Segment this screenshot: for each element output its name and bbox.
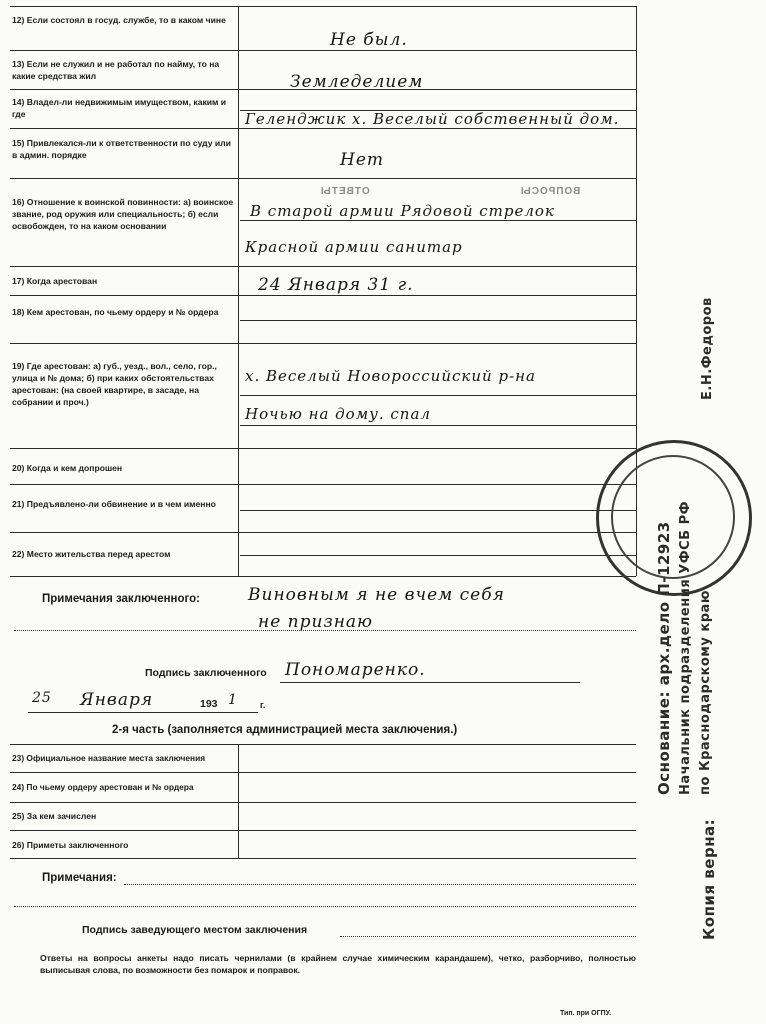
- row-divider: [10, 295, 636, 296]
- question-23: 23) Официальное название места заключения: [12, 753, 206, 763]
- row-divider: [10, 343, 636, 344]
- row-divider: [10, 128, 636, 129]
- department-line2: по Краснодарскому краю: [698, 590, 713, 795]
- question-22: 22) Место жительства перед арестом: [12, 549, 171, 559]
- copy-verified-note: Копия верна:: [700, 818, 718, 940]
- row-divider: [10, 858, 636, 859]
- date-month: Января: [80, 690, 154, 710]
- official-stamp: [596, 440, 752, 596]
- answer-line: [240, 425, 636, 426]
- answer-line: [240, 395, 636, 396]
- prisoner-signature-label: Подпись заключенного: [145, 667, 267, 679]
- archive-basis-note: Основание: арх.дело П-12923: [655, 521, 673, 795]
- date-year-prefix: 193: [200, 698, 218, 710]
- question-19: 19) Где арестован: а) губ., уезд., вол., село, гор., улица и № дома; б) при каких обстоятельствах арестован: (на своей квартире, в засаде, на собрании и проч.): [12, 361, 217, 407]
- answer-line: [240, 320, 636, 321]
- date-day: 25: [32, 690, 52, 706]
- department-line1: Начальник подразделения УФСБ РФ: [678, 500, 693, 795]
- date-year-suffix: 1: [228, 692, 238, 708]
- row-divider: [10, 448, 636, 449]
- row-divider: [10, 6, 636, 7]
- question-16: 16) Отношение к воинской повинности: а) воинское звание, род оружия или специальность; б) если освобожден, то на каком основании: [12, 197, 234, 231]
- question-15: 15) Привлекался-ли к ответственности по суду или в админ. порядке: [12, 138, 231, 160]
- row-divider: [10, 830, 636, 831]
- row-divider: [10, 484, 636, 485]
- answer-13: Земледелием: [290, 72, 424, 92]
- question-18: 18) Кем арестован, по чьему ордеру и № ордера: [12, 307, 219, 317]
- row-divider: [10, 772, 636, 773]
- prisoner-signature: Пономаренко.: [285, 660, 426, 680]
- officer-name: Е.Н.Федоров: [700, 297, 715, 400]
- signature-line: [280, 682, 580, 683]
- row-divider: [10, 50, 636, 51]
- answer-17: 24 Января 31 г.: [258, 275, 414, 295]
- prisoner-notes-line2: не признаю: [258, 612, 374, 632]
- printer-mark: Тип. при ОГПУ.: [560, 1010, 612, 1017]
- admin-notes-line: [14, 906, 636, 907]
- question-25: 25) За кем зачислен: [12, 811, 97, 821]
- answer-15: Нет: [340, 150, 385, 170]
- question-20: 20) Когда и кем допрошен: [12, 463, 123, 473]
- admin-notes-label: Примечания:: [42, 872, 117, 884]
- question-24: 24) По чьему ордеру арестован и № ордера: [12, 782, 194, 792]
- head-signature-label: Подпись заведующего местом заключения: [82, 924, 308, 936]
- date-g: г.: [260, 700, 266, 710]
- row-divider: [10, 532, 636, 533]
- date-line: [28, 712, 258, 713]
- question-14: 14) Владел-ли недвижимым имуществом, каким и где: [12, 97, 227, 119]
- answer-12: Не был.: [330, 30, 408, 50]
- bleed-through-text: ВОПРОСЫ: [520, 186, 581, 197]
- instructions-footer: Ответы на вопросы анкеты надо писать чернилами (в крайнем случае химическим карандашем), четко, разборчиво, полностью выписывая слова, по возможности без помарок и поправок.: [40, 953, 636, 975]
- row-divider: [10, 576, 636, 577]
- question-17: 17) Когда арестован: [12, 276, 98, 286]
- question-12: 12) Если состоял в госуд. службе, то в каком чине: [12, 15, 226, 25]
- row-divider: [10, 178, 636, 179]
- column-divider: [238, 6, 239, 576]
- stamp-inner-ring: [611, 455, 735, 579]
- answer-line: [240, 510, 636, 511]
- row-divider: [10, 802, 636, 803]
- answer-line: [240, 220, 636, 221]
- admin-notes-line: [124, 884, 636, 885]
- answer-line: [240, 555, 636, 556]
- column-divider: [238, 744, 239, 858]
- answer-14: Геленджик х. Веселый собственный дом.: [245, 110, 620, 128]
- head-signature-line: [340, 936, 636, 937]
- answer-19-line2: Ночью на дому. спал: [245, 405, 431, 423]
- prisoner-notes-label: Примечания заключенного:: [42, 593, 200, 605]
- question-26: 26) Приметы заключенного: [12, 840, 129, 850]
- answer-16-line1: В старой армии Рядовой стрелок: [250, 202, 555, 220]
- row-divider: [10, 744, 636, 745]
- bleed-through-text: ОТВЕТЫ: [320, 186, 370, 197]
- question-21: 21) Предъявлено-ли обвинение и в чем именно: [12, 499, 216, 509]
- question-13: 13) Если не служил и не работал по найму, то на какие средства жил: [12, 59, 220, 81]
- part2-heading: 2-я часть (заполняется администрацией места заключения.): [112, 724, 458, 736]
- answer-16-line2: Красной армии санитар: [245, 238, 463, 256]
- prisoner-notes-line1: Виновным я не вчем себя: [248, 585, 505, 605]
- row-divider: [10, 266, 636, 267]
- answer-19-line1: х. Веселый Новороссийский р-на: [245, 367, 536, 385]
